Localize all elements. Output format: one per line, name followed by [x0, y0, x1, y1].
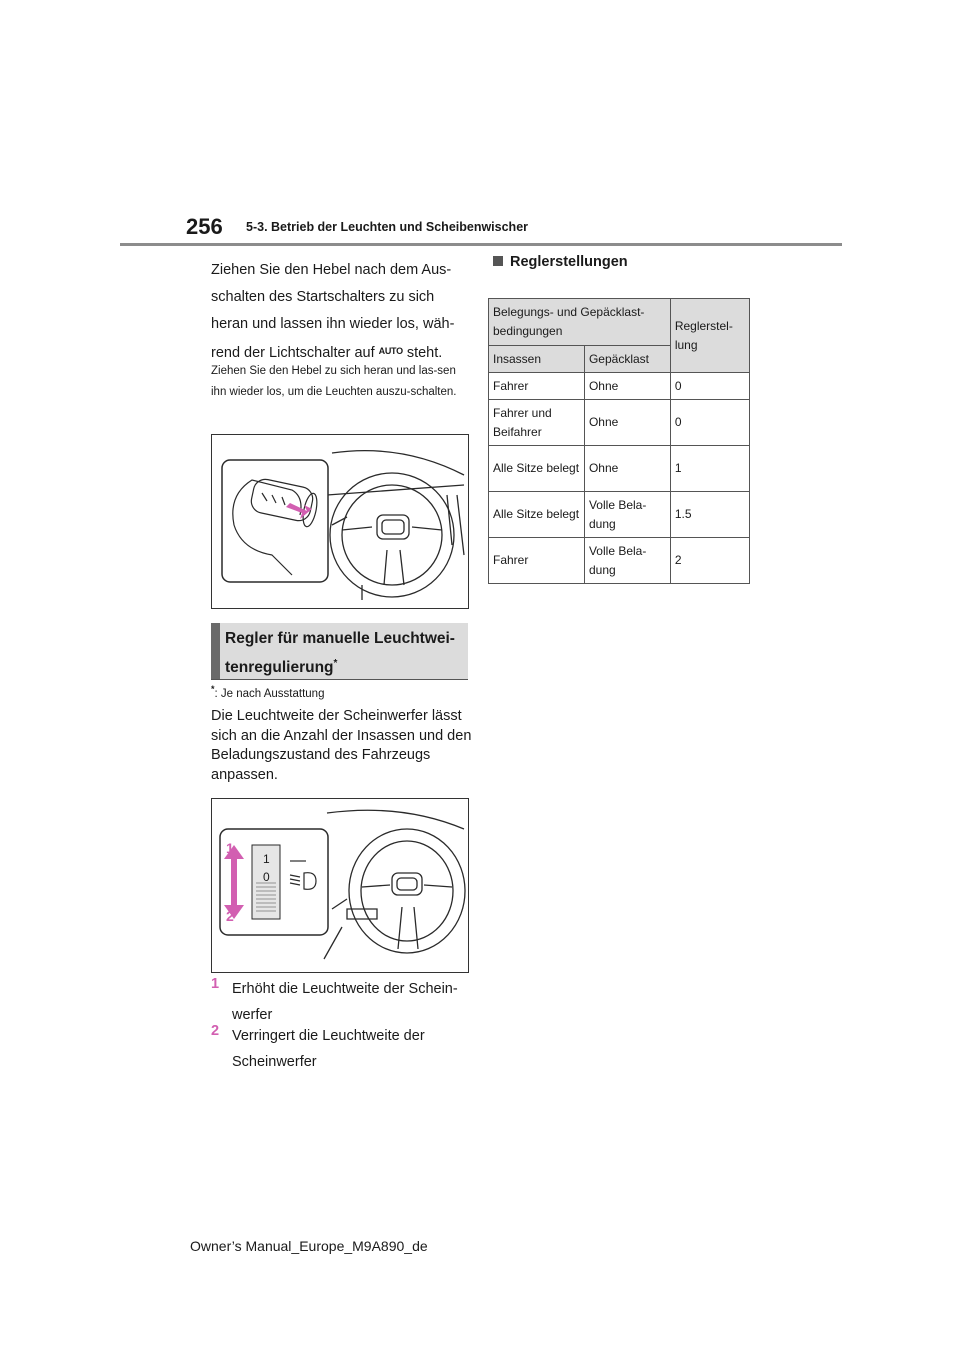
intro-lead	[211, 257, 473, 367]
cell-occupants: Fahrer	[489, 373, 585, 400]
cell-luggage: Volle Bela-dung	[584, 538, 670, 584]
list-item-1-number: 1	[211, 976, 220, 992]
cell-luggage: Ohne	[584, 446, 670, 492]
section-heading-bar	[211, 623, 220, 679]
table-row	[489, 373, 750, 400]
table-row	[489, 446, 750, 492]
cell-luggage: Ohne	[584, 400, 670, 446]
footnote-text: : Je nach Ausstattung	[214, 687, 325, 700]
steering-wheel	[349, 829, 465, 953]
section-body: Die Leuchtweite der Scheinwerfer lässt sich an die Anzahl der Insassen und den Beladungszustand des Fahrzeugs anpassen.	[211, 708, 472, 783]
page-number: 256	[186, 214, 223, 239]
list-item-2-number: 2	[211, 1023, 220, 1039]
dial-illustration	[211, 798, 469, 973]
table-heading	[493, 254, 628, 270]
arrow-label-1: 1	[226, 840, 234, 856]
cell-luggage: Ohne	[584, 373, 670, 400]
lever-illustration-drawing	[212, 435, 468, 608]
list-item-2-text: Verringert die Leuchtweite der Scheinwerfer	[232, 1028, 425, 1070]
cell-setting: 1	[670, 446, 749, 492]
table-header-setting: Reglerstel-lung	[670, 299, 749, 373]
section-title: 5-3. Betrieb der Leuchten und Scheibenwischer	[246, 220, 529, 234]
settings-table	[488, 298, 750, 584]
cell-setting: 0	[670, 400, 749, 446]
dashboard-line	[332, 451, 464, 475]
header-rule	[120, 243, 842, 246]
table-row	[489, 538, 750, 584]
dial-mark-0: 0	[263, 870, 270, 884]
table-row	[489, 400, 750, 446]
table-header-occupants: Insassen	[489, 346, 585, 373]
cell-occupants: Fahrer und Beifahrer	[489, 400, 585, 446]
footnote	[211, 684, 324, 700]
table-heading-text: Reglerstellungen	[510, 254, 628, 270]
intro-sub-text: Ziehen Sie den Hebel zu sich heran und las-sen ihn wieder los, um die Leuchten auszu-schalten.	[211, 365, 457, 398]
cell-setting: 0	[670, 373, 749, 400]
cell-setting: 1.5	[670, 492, 749, 538]
cell-setting: 2	[670, 538, 749, 584]
steering-wheel	[330, 473, 454, 597]
arrow-label-2: 2	[226, 908, 234, 924]
lever-illustration	[211, 434, 469, 609]
auto-icon: AUTO	[378, 346, 403, 356]
table-header-group: Belegungs- und Gepäcklast-bedingungen	[489, 299, 671, 346]
section-heading	[225, 626, 468, 680]
cell-luggage: Volle Bela-dung	[584, 492, 670, 538]
dashboard-line	[327, 810, 464, 829]
footnote-mark: *	[211, 684, 215, 694]
list-item-1-text: Erhöht die Leuchtweite der Schein-werfer	[232, 981, 458, 1023]
dial-illustration-drawing	[212, 799, 468, 972]
intro-lead-end: steht.	[406, 345, 443, 361]
table-row	[489, 492, 750, 538]
footer-text: Owner’s Manual_Europe_M9A890_de	[190, 1238, 428, 1254]
cell-occupants: Alle Sitze belegt	[489, 492, 585, 538]
cell-occupants: Fahrer	[489, 538, 585, 584]
table-header-luggage: Gepäcklast	[584, 346, 670, 373]
square-bullet-icon	[493, 256, 503, 266]
section-heading-text: Regler für manuelle Leuchtwei-tenregulierung	[225, 630, 455, 677]
dial-mark-1: 1	[263, 852, 270, 866]
section-heading-rule	[211, 679, 468, 680]
cell-occupants: Alle Sitze belegt	[489, 446, 585, 492]
intro-lead-text: Ziehen Sie den Hebel nach dem Aus-schalten des Startschalters zu sich heran und lassen ihn wieder los, wäh-rend der Lichtschalter auf	[211, 262, 455, 361]
section-heading-mark: *	[333, 658, 338, 669]
